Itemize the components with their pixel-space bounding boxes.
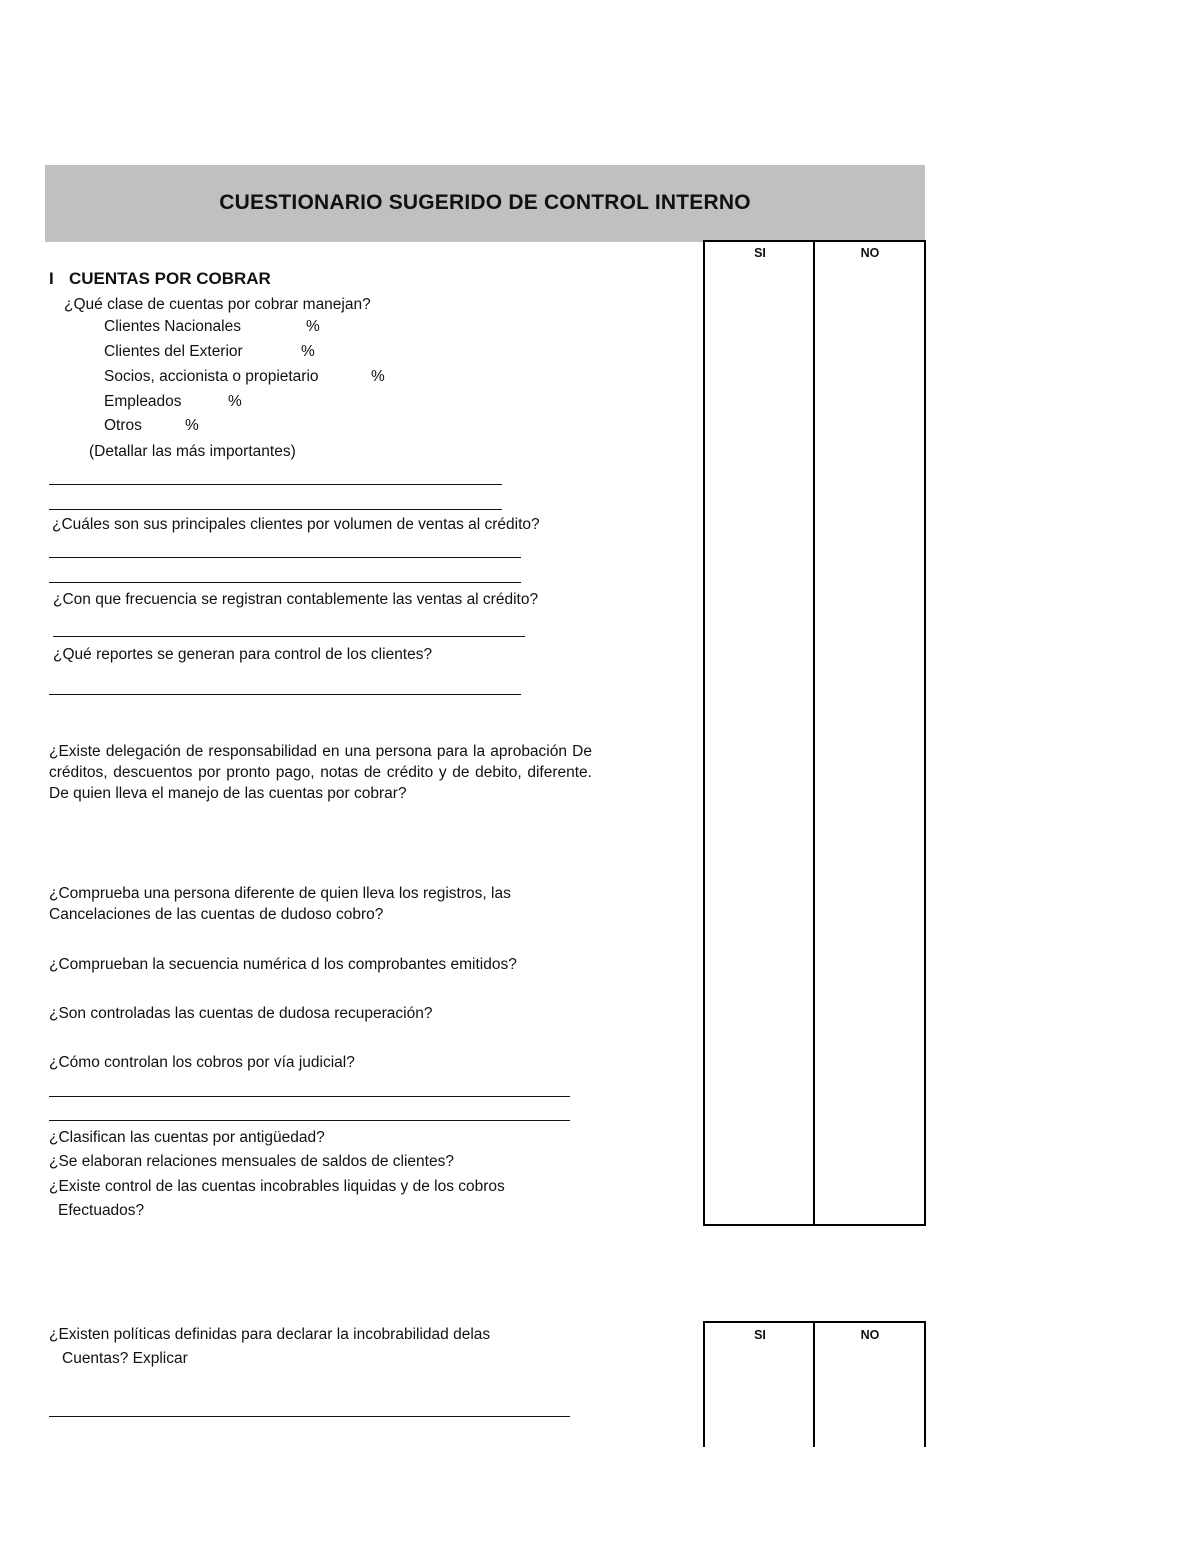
question-clase: ¿Qué clase de cuentas por cobrar manejan? <box>64 296 371 313</box>
section-number: I <box>49 269 54 288</box>
list-item-percent: % <box>306 318 320 335</box>
page-title: CUESTIONARIO SUGERIDO DE CONTROL INTERNO <box>219 191 751 214</box>
question-politicas-cont: Cuentas? Explicar <box>62 1350 188 1367</box>
list-item-percent: % <box>301 343 315 360</box>
list-item-percent: % <box>371 368 385 385</box>
section-heading: CUENTAS POR COBRAR <box>69 269 271 288</box>
answer-line <box>49 1120 570 1121</box>
question-frecuencia: ¿Con que frecuencia se registran contablemente las ventas al crédito? <box>53 591 539 608</box>
question-antiguedad: ¿Clasifican las cuentas por antigüedad? <box>49 1129 325 1146</box>
answer-line <box>49 1096 570 1097</box>
column-header-no: NO <box>860 246 880 260</box>
question-delegacion: ¿Existe delegación de responsabilidad en una persona para la aprobación De créditos, descuentos por pronto pago, notas de crédito y de debito, diferente. De quien lleva el manejo de las cuentas por cobrar? <box>49 743 592 802</box>
list-item-percent: % <box>185 417 199 434</box>
question-clientes: ¿Cuáles son sus principales clientes por volumen de ventas al crédito? <box>52 516 540 533</box>
question-judicial: ¿Cómo controlan los cobros por vía judicial? <box>49 1054 355 1071</box>
answer-line <box>49 509 502 510</box>
answer-line <box>49 557 521 558</box>
column-header-si: SI <box>754 246 766 260</box>
list-item-percent: % <box>228 393 242 410</box>
answer-line <box>49 484 502 485</box>
list-item-label: Socios, accionista o propietario <box>104 368 319 385</box>
answer-line <box>49 582 521 583</box>
question-secuencia: ¿Comprueban la secuencia numérica d los comprobantes emitidos? <box>49 956 517 973</box>
question-reportes: ¿Qué reportes se generan para control de los clientes? <box>53 646 433 663</box>
detallar-note: (Detallar las más importantes) <box>89 443 296 460</box>
question-relaciones: ¿Se elaboran relaciones mensuales de saldos de clientes? <box>49 1153 454 1170</box>
answer-line <box>53 636 525 637</box>
question-dudosa: ¿Son controladas las cuentas de dudosa recuperación? <box>49 1005 433 1022</box>
column-header-si: SI <box>754 1328 766 1342</box>
answer-line <box>49 1416 570 1417</box>
question-incobrables: ¿Existe control de las cuentas incobrables liquidas y de los cobros <box>49 1178 505 1195</box>
list-item-label: Empleados <box>104 393 182 410</box>
question-politicas: ¿Existen políticas definidas para declarar la incobrabilidad delas <box>49 1326 491 1343</box>
answer-line <box>49 694 521 695</box>
grid-divider <box>813 240 815 1226</box>
list-item-label: Clientes del Exterior <box>104 343 243 360</box>
list-item-label: Otros <box>104 417 142 434</box>
question-comprueba: ¿Comprueba una persona diferente de quien lleva los registros, las <box>49 885 511 902</box>
column-header-no: NO <box>860 1328 880 1342</box>
question-incobrables-cont: Efectuados? <box>58 1202 145 1219</box>
list-item-label: Clientes Nacionales <box>104 318 241 335</box>
question-comprueba-cont: Cancelaciones de las cuentas de dudoso cobro? <box>49 906 384 923</box>
